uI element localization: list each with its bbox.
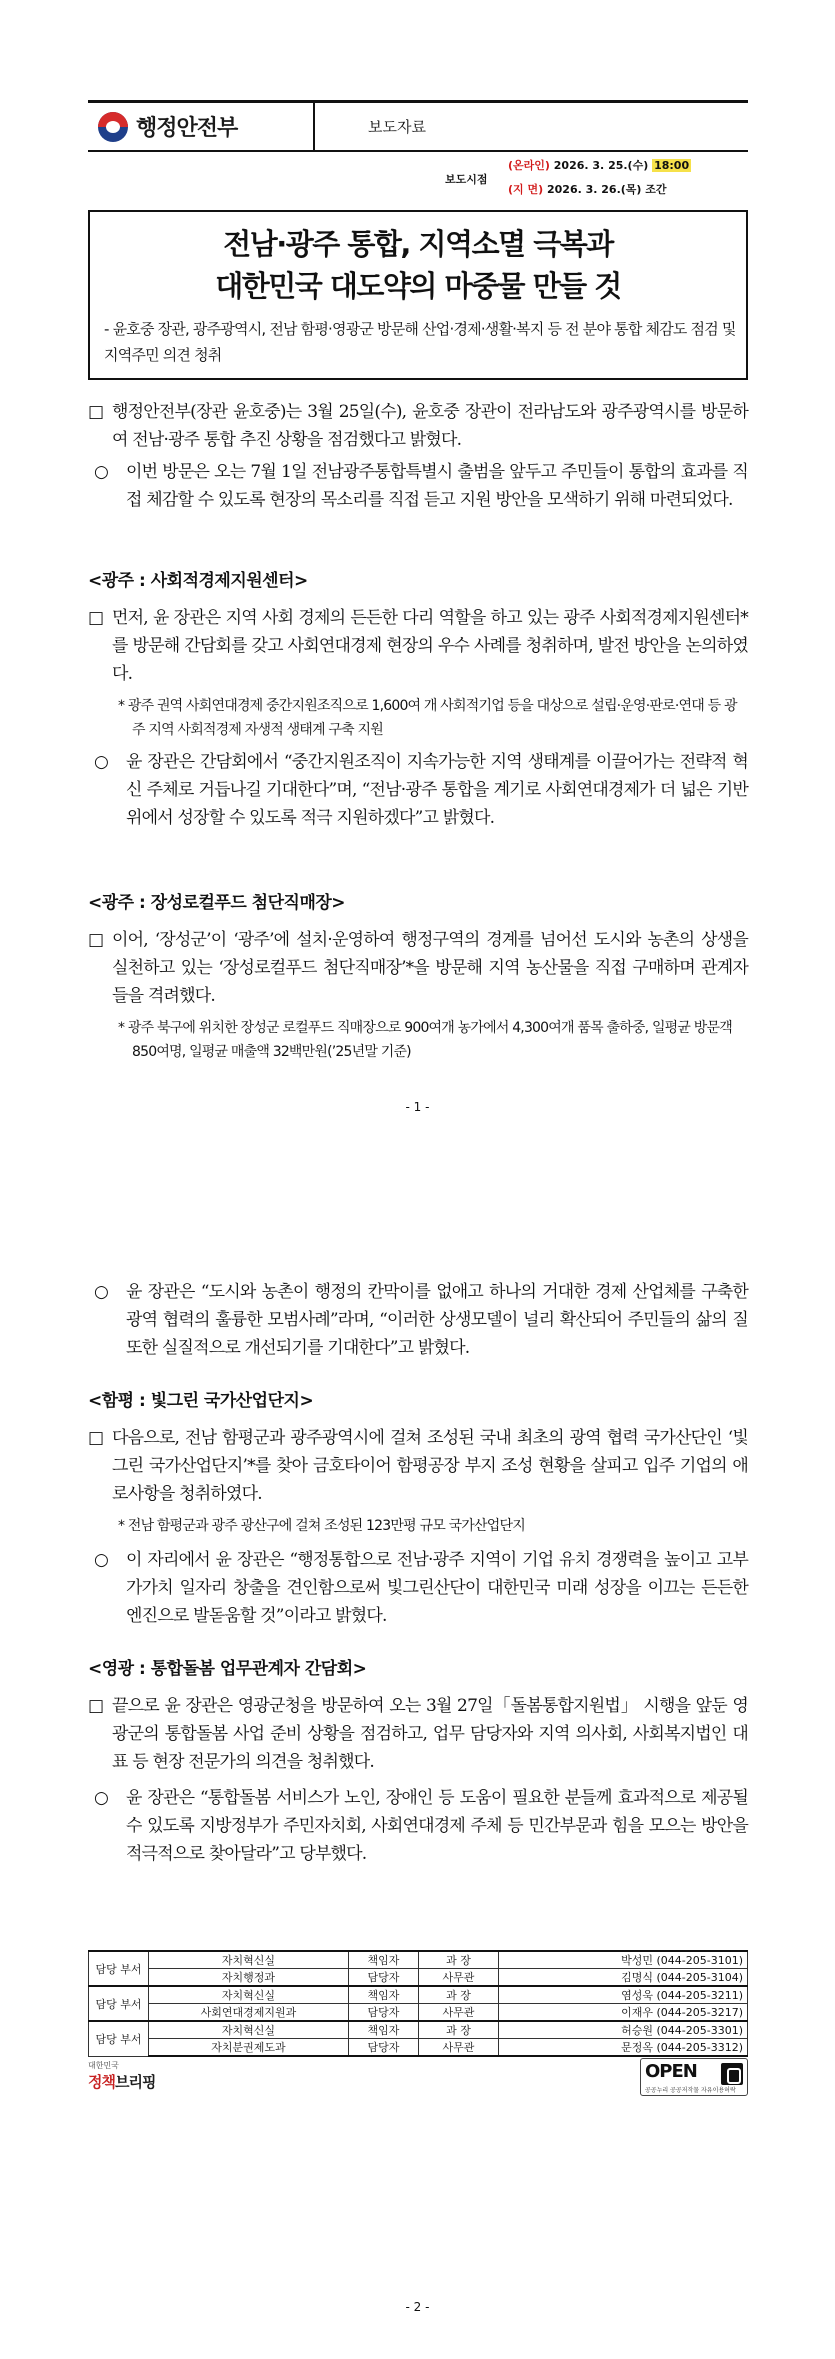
paragraph-minister-quote-1 [88, 748, 748, 832]
footnote-text: * 전남 함평군과 광주 광산구에 걸쳐 조성된 123만평 규모 국가산업단지 [118, 1518, 525, 1534]
circle-bullet-icon: ○ [94, 1550, 109, 1570]
taegeuk-emblem-icon [98, 112, 128, 142]
headline-line-1: 전남·광주 통합, 지역소멸 극복과 [223, 227, 613, 261]
paragraph-minister-quote-2 [88, 1278, 748, 1362]
title-box [88, 210, 748, 380]
paragraph-text: 먼저, 윤 장관은 지역 사회 경제의 든든한 다리 역할을 하고 있는 광주 사회적경제지원센터*를 방문해 간담회를 갖고 사회연대경제 현장의 우수 사례를 청취하며, 발전 방안을 논의하였다. [112, 608, 748, 684]
footnote-bitgreen [118, 1514, 748, 1538]
header-divider [313, 103, 315, 151]
table-row [89, 1986, 748, 2004]
unit-cell: 자치분권제도과 [149, 2039, 349, 2057]
footnote-text: * 광주 권역 사회연대경제 중간지원조직으로 1,600여 개 사회적기업 등을 대상으로 설립·운영·판로·연대 등 광주 지역 사회적경제 자생적 생태계 구축 지원 [118, 698, 737, 738]
ministry-name: 행정안전부 [136, 116, 238, 141]
role-cell: 담당자 [349, 2039, 419, 2057]
online-tag: (온라인) [508, 159, 550, 172]
headline-line-2: 대한민국 대도약의 마중물 만들 것 [215, 269, 621, 303]
ministry-logo [98, 111, 237, 142]
section-heading-bitgreen: <함평 : 빛그린 국가산업단지> [88, 1391, 314, 1411]
role-cell: 책임자 [349, 1986, 419, 2004]
contact-table [88, 1950, 748, 2057]
paragraph-text: 끝으로 윤 장관은 영광군청을 방문하여 오는 3월 27일「돌봄통합지원법」 시행을 앞둔 영광군의 통합돌봄 사업 준비 상황을 점검하고, 업무 담당자와 지역 의사회, 사회복지법인 대표 등 현장 전문가의 의견을 청취했다. [112, 1696, 748, 1772]
position-cell: 사무관 [419, 1969, 499, 1987]
paper-tag: (지 면) [508, 183, 544, 196]
logo-small-text: 대한민국 [88, 2061, 119, 2070]
release-online-row [508, 157, 691, 173]
paragraph-text: 윤 장관은 “도시와 농촌이 행정의 칸막이를 없애고 하나의 거대한 경제 산업체를 구축한 광역 협력의 훌륭한 모범사례”라며, “이러한 상생모델이 널리 확산되어 주민들의 삶의 질 또한 실질적으로 개선되기를 기대한다”고 밝혔다. [126, 1282, 748, 1358]
page-2 [0, 1180, 835, 2359]
position-cell: 과 장 [419, 2021, 499, 2039]
circle-bullet-icon: ○ [94, 462, 109, 482]
page-number: - 2 - [405, 2300, 430, 2314]
name-phone-cell: 이재우 (044-205-3217) [499, 2004, 748, 2022]
circle-bullet-icon: ○ [94, 1788, 109, 1808]
name-phone-cell: 염성욱 (044-205-3211) [499, 1986, 748, 2004]
logo-text-a: 정책 [88, 2073, 115, 2091]
table-row [89, 2004, 748, 2022]
kogl-license-icon [721, 2063, 743, 2085]
paragraph-text: 다음으로, 전남 함평군과 광주광역시에 걸쳐 조성된 국내 최초의 광역 협력 국가산단인 ‘빛그린 국가산업단지’*를 찾아 금호타이어 함평공장 부지 조성 현황을 살피고 입주 기업의 애로사항을 청취하였다. [112, 1428, 748, 1504]
square-bullet-icon: □ [88, 608, 104, 628]
table-row [89, 1951, 748, 1969]
role-cell: 책임자 [349, 1951, 419, 1969]
paragraph-bitgreen [88, 1424, 748, 1508]
role-cell: 담당자 [349, 1969, 419, 1987]
square-bullet-icon: □ [88, 930, 104, 950]
paragraph-social-center [88, 604, 748, 688]
release-timing-label: 보도시점 [445, 173, 488, 186]
paragraph-yeonggwang [88, 1692, 748, 1776]
page-number: - 1 - [405, 1100, 430, 1114]
role-cell: 담당자 [349, 2004, 419, 2022]
paragraph-text: 이어, ‘장성군’이 ‘광주’에 설치·운영하여 행정구역의 경계를 넘어선 도시와 농촌의 상생을 실천하고 있는 ‘장성로컬푸드 첨단직매장’*을 방문해 지역 농산물을 직접 구매하며 관계자들을 격려했다. [112, 930, 748, 1006]
position-cell: 사무관 [419, 2039, 499, 2057]
dept-cell: 담당 부서 [89, 1986, 149, 2021]
paragraph-minister-quote-4 [88, 1784, 748, 1868]
circle-bullet-icon: ○ [94, 752, 109, 772]
footnote-text: * 광주 북구에 위치한 장성군 로컬푸드 직매장으로 900여개 농가에서 4,300여개 품목 출하중, 일평균 방문객 850여명, 일평균 매출액 32백만원(’25년말 기준) [118, 1020, 732, 1060]
dept-cell: 담당 부서 [89, 2021, 149, 2056]
unit-cell: 자치혁신실 [149, 1951, 349, 1969]
paragraph-intro [88, 398, 748, 454]
circle-bullet-icon: ○ [94, 1282, 109, 1302]
unit-cell: 자치행정과 [149, 1969, 349, 1987]
paragraph-purpose [88, 458, 748, 514]
paper-date: 2026. 3. 26.(목) 조간 [546, 183, 667, 196]
square-bullet-icon: □ [88, 1428, 104, 1448]
footnote-local-food [118, 1016, 748, 1064]
position-cell: 사무관 [419, 2004, 499, 2022]
online-date: 2026. 3. 25.(수) [553, 159, 649, 172]
name-phone-cell: 박성민 (044-205-3101) [499, 1951, 748, 1969]
paragraph-text: 윤 장관은 간담회에서 “중간지원조직이 지속가능한 지역 생태계를 이끌어가는 전략적 혁신 주체로 거듭나길 기대한다”며, “전남·광주 통합을 계기로 사회연대경제가 더 넓은 기반 위에서 성장할 수 있도록 적극 지원하겠다”고 밝혔다. [126, 752, 748, 828]
unit-cell: 자치혁신실 [149, 2021, 349, 2039]
release-paper-row [508, 181, 667, 197]
open-word: OPEN [645, 2061, 697, 2082]
name-phone-cell: 허승원 (044-205-3301) [499, 2021, 748, 2039]
paragraph-text: 행정안전부(장관 윤호중)는 3월 25일(수), 윤호중 장관이 전라남도와 광주광역시를 방문하여 전남·광주 통합 추진 상황을 점검했다고 밝혔다. [112, 402, 748, 450]
unit-cell: 사회연대경제지원과 [149, 2004, 349, 2022]
square-bullet-icon: □ [88, 1696, 104, 1716]
open-license-text: 공공누리 공공저작물 자유이용허락 [645, 2087, 736, 2094]
position-cell: 과 장 [419, 1986, 499, 2004]
online-time: 18:00 [654, 159, 690, 172]
press-release-label: 보도자료 [368, 118, 426, 136]
name-phone-cell: 김명식 (044-205-3104) [499, 1969, 748, 1987]
document-header [88, 100, 748, 152]
paragraph-local-food [88, 926, 748, 1010]
section-heading-gwangju-social-economy: <광주 : 사회적경제지원센터> [88, 571, 308, 591]
section-heading-local-food: <광주 : 장성로컬푸드 첨단직매장> [88, 893, 346, 913]
name-phone-cell: 문정옥 (044-205-3312) [499, 2039, 748, 2057]
table-row [89, 2021, 748, 2039]
subtitle: - 윤호중 장관, 광주광역시, 전남 함평·영광군 방문해 산업·경제·생활·복지 등 전 분야 통합 체감도 점검 및 지역주민 의견 청취 [104, 320, 736, 364]
kogl-open-badge [640, 2058, 748, 2096]
dept-cell: 담당 부서 [89, 1951, 149, 1986]
table-row [89, 2039, 748, 2057]
position-cell: 과 장 [419, 1951, 499, 1969]
section-heading-yeonggwang: <영광 : 통합돌봄 업무관계자 간담회> [88, 1659, 367, 1679]
paragraph-minister-quote-3 [88, 1546, 748, 1630]
paragraph-text: 이번 방문은 오는 7월 1일 전남광주통합특별시 출범을 앞두고 주민들이 통합의 효과를 직접 체감할 수 있도록 현장의 목소리를 직접 듣고 지원 방안을 모색하기 위해 마련되었다. [126, 462, 748, 510]
unit-cell: 자치혁신실 [149, 1986, 349, 2004]
paragraph-text: 윤 장관은 “통합돌봄 서비스가 노인, 장애인 등 도움이 필요한 분들께 효과적으로 제공될 수 있도록 지방정부가 주민자치회, 사회연대경제 주체 등 민간부문과 힘을 모으는 방안을 적극적으로 찾아달라”고 당부했다. [126, 1788, 748, 1864]
logo-text-b: 브리핑 [114, 2073, 156, 2091]
paragraph-text: 이 자리에서 윤 장관은 “행정통합으로 전남·광주 지역이 기업 유치 경쟁력을 높이고 고부가가치 일자리 창출을 견인함으로써 빛그린산단이 대한민국 미래 성장을 이끄는 든든한 엔진으로 발돋움할 것”이라고 밝혔다. [126, 1550, 748, 1626]
square-bullet-icon: □ [88, 402, 104, 422]
policy-briefing-logo [88, 2060, 155, 2092]
footnote-social-center [118, 694, 748, 742]
table-row [89, 1969, 748, 1987]
role-cell: 책임자 [349, 2021, 419, 2039]
